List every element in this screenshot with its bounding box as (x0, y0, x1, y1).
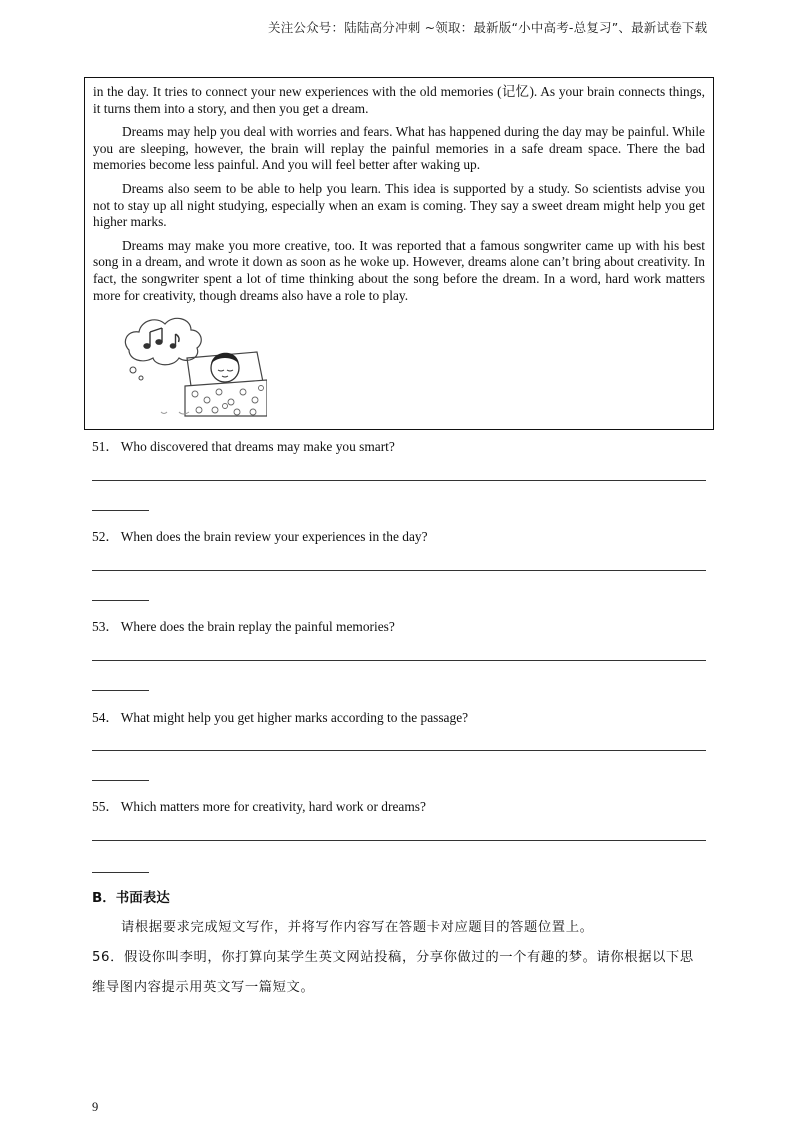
sleeping-boy-illustration (121, 312, 267, 418)
question-number: 53． (92, 619, 119, 634)
page-number: 9 (92, 1100, 99, 1114)
question-56-line-1: 56．假设你叫李明，你打算向某学生英文网站投稿，分享你做过的一个有趣的梦。请你根据以下思 (92, 950, 694, 965)
answer-line[interactable] (92, 570, 706, 571)
answer-line-short[interactable] (92, 600, 149, 601)
question-number: 52． (92, 529, 119, 544)
question-text: Who discovered that dreams may make you smart? (120, 439, 395, 454)
question-52 (92, 526, 428, 545)
question-text: Which matters more for creativity, hard work or dreams? (120, 799, 426, 814)
answer-line-short[interactable] (92, 510, 149, 511)
answer-line[interactable] (92, 840, 706, 841)
passage-paragraph: Dreams may make you more creative, too. It was reported that a famous songwriter came up with his best song in a dream, and wrote it down as soon as he woke up. However, dreams alone can’t bring about creativity. In fact, the songwriter spent a lot of time thinking about the song before the dream. In a word, hard work matters more for creativity, though dreams also have a role to play. (93, 237, 705, 303)
question-51 (92, 436, 395, 455)
page-header: 关注公众号：陆陆高分冲刺 ~领取：最新版“小中高考-总复习”、最新试卷下载 (268, 20, 708, 35)
passage-paragraph: Dreams may help you deal with worries and fears. What has happened during the day may be painful. While you are sleeping, however, the brain will replay the painful memories in a safe dream space. There the bad memories become less painful. And you will feel better after waking up. (93, 124, 705, 173)
passage-paragraph: in the day. It tries to connect your new experiences with the old memories (记忆). As your brain connects things, it turns them into a story, and then you get a dream. (93, 84, 705, 116)
question-number: 51． (92, 439, 119, 454)
answer-line-short[interactable] (92, 690, 149, 691)
question-text: Where does the brain replay the painful memories? (120, 619, 395, 634)
answer-line[interactable] (92, 660, 706, 661)
question-55 (92, 796, 426, 815)
question-number: 55． (92, 799, 119, 814)
question-56-line-2: 维导图内容提示用英文写一篇短文。 (92, 980, 315, 995)
question-54 (92, 707, 468, 726)
music-note-icon (144, 328, 179, 348)
answer-line[interactable] (92, 480, 706, 481)
answer-line-short[interactable] (92, 872, 149, 873)
section-b-title: B．书面表达 (92, 890, 170, 906)
reading-passage-box (84, 77, 714, 430)
question-text: When does the brain review your experiences in the day? (120, 529, 428, 544)
question-53 (92, 616, 395, 635)
answer-line-short[interactable] (92, 780, 149, 781)
answer-line[interactable] (92, 750, 706, 751)
question-text: What might help you get higher marks according to the passage? (120, 710, 469, 725)
blanket-icon (185, 380, 267, 416)
question-number: 54． (92, 710, 119, 725)
passage-paragraph: Dreams also seem to be able to help you learn. This idea is supported by a study. So scientists advise you not to stay up all night studying, especially when an exam is coming. They say a sweet dream might help you get higher marks. (93, 180, 705, 230)
section-b-instruction: 请根据要求完成短文写作，并将写作内容写在答题卡对应题目的答题位置上。 (121, 920, 594, 935)
